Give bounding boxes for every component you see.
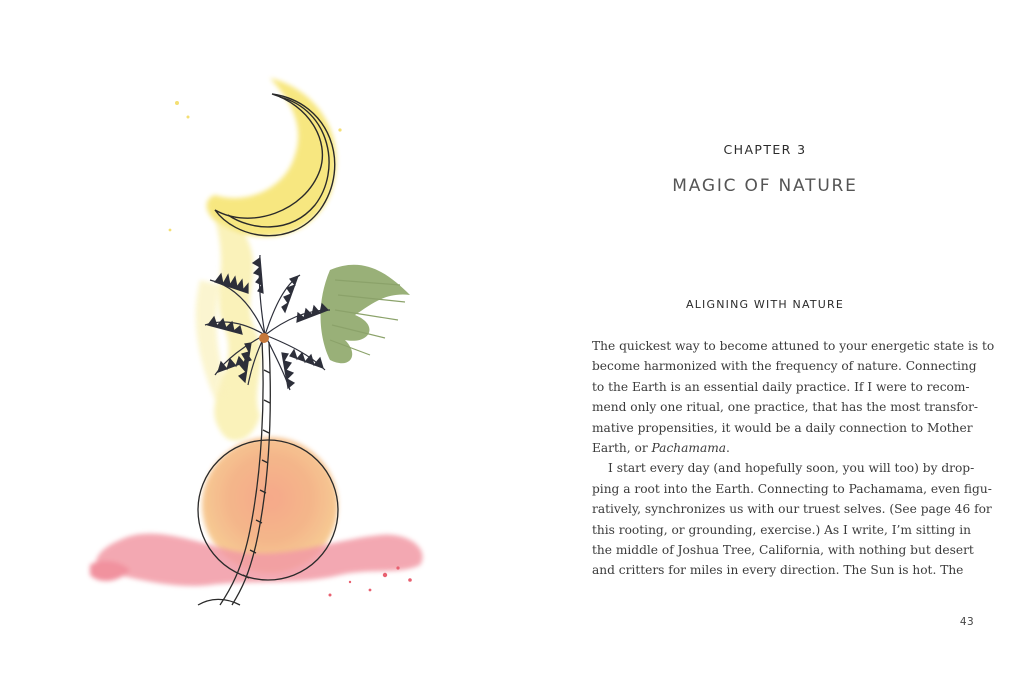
coconut-cluster bbox=[259, 333, 269, 343]
text-line: and critters for miles in every direction. The Sun is hot. The bbox=[592, 563, 964, 578]
paint-speck bbox=[175, 101, 179, 105]
text-line: become harmonized with the frequency of nature. Connecting bbox=[592, 359, 977, 374]
text-line: mend only one ritual, one practice, that has the most transfor- bbox=[592, 400, 979, 415]
text-line: this rooting, or grounding, exercise.) As I write, I’m sitting in bbox=[592, 522, 971, 537]
italic-term: Pachamama bbox=[651, 441, 727, 456]
text-line: ratively, synchronizes us with our truest selves. (See page 46 for bbox=[592, 502, 992, 517]
text-line: the middle of Joshua Tree, California, with nothing but desert bbox=[592, 543, 974, 558]
paint-speck bbox=[329, 594, 332, 597]
text-line: to the Earth is an essential daily practice. If I were to recom- bbox=[592, 379, 970, 394]
moon-wash bbox=[196, 78, 337, 441]
text-fragment: Earth, or bbox=[592, 441, 652, 456]
paint-speck bbox=[349, 581, 351, 583]
paint-speck bbox=[408, 578, 412, 582]
paint-speck bbox=[369, 589, 372, 592]
paint-speck bbox=[396, 566, 399, 569]
chapter-label: CHAPTER 3 bbox=[723, 142, 807, 157]
text-line: mative propensities, it would be a daily connection to Mother bbox=[592, 420, 973, 435]
text-line: I start every day (and hopefully soon, you will too) by drop- bbox=[608, 461, 975, 476]
page-number: 43 bbox=[959, 616, 975, 628]
text-line: ping a root into the Earth. Connecting to Pachamama, even figu- bbox=[592, 481, 992, 496]
moon-palm-sun-illustration bbox=[80, 70, 440, 615]
text-line bbox=[592, 438, 938, 458]
section-heading: ALIGNING WITH NATURE bbox=[685, 298, 844, 311]
green-frond-wash bbox=[321, 265, 410, 363]
paint-speck bbox=[338, 128, 341, 131]
body-text bbox=[592, 336, 995, 581]
text-line: The quickest way to become attuned to your energetic state is to bbox=[592, 339, 995, 353]
paint-speck bbox=[169, 229, 172, 232]
text-fragment: . bbox=[726, 441, 730, 456]
chapter-title: MAGIC OF NATURE bbox=[672, 176, 858, 196]
paint-speck bbox=[187, 116, 190, 119]
paint-speck bbox=[383, 573, 387, 577]
